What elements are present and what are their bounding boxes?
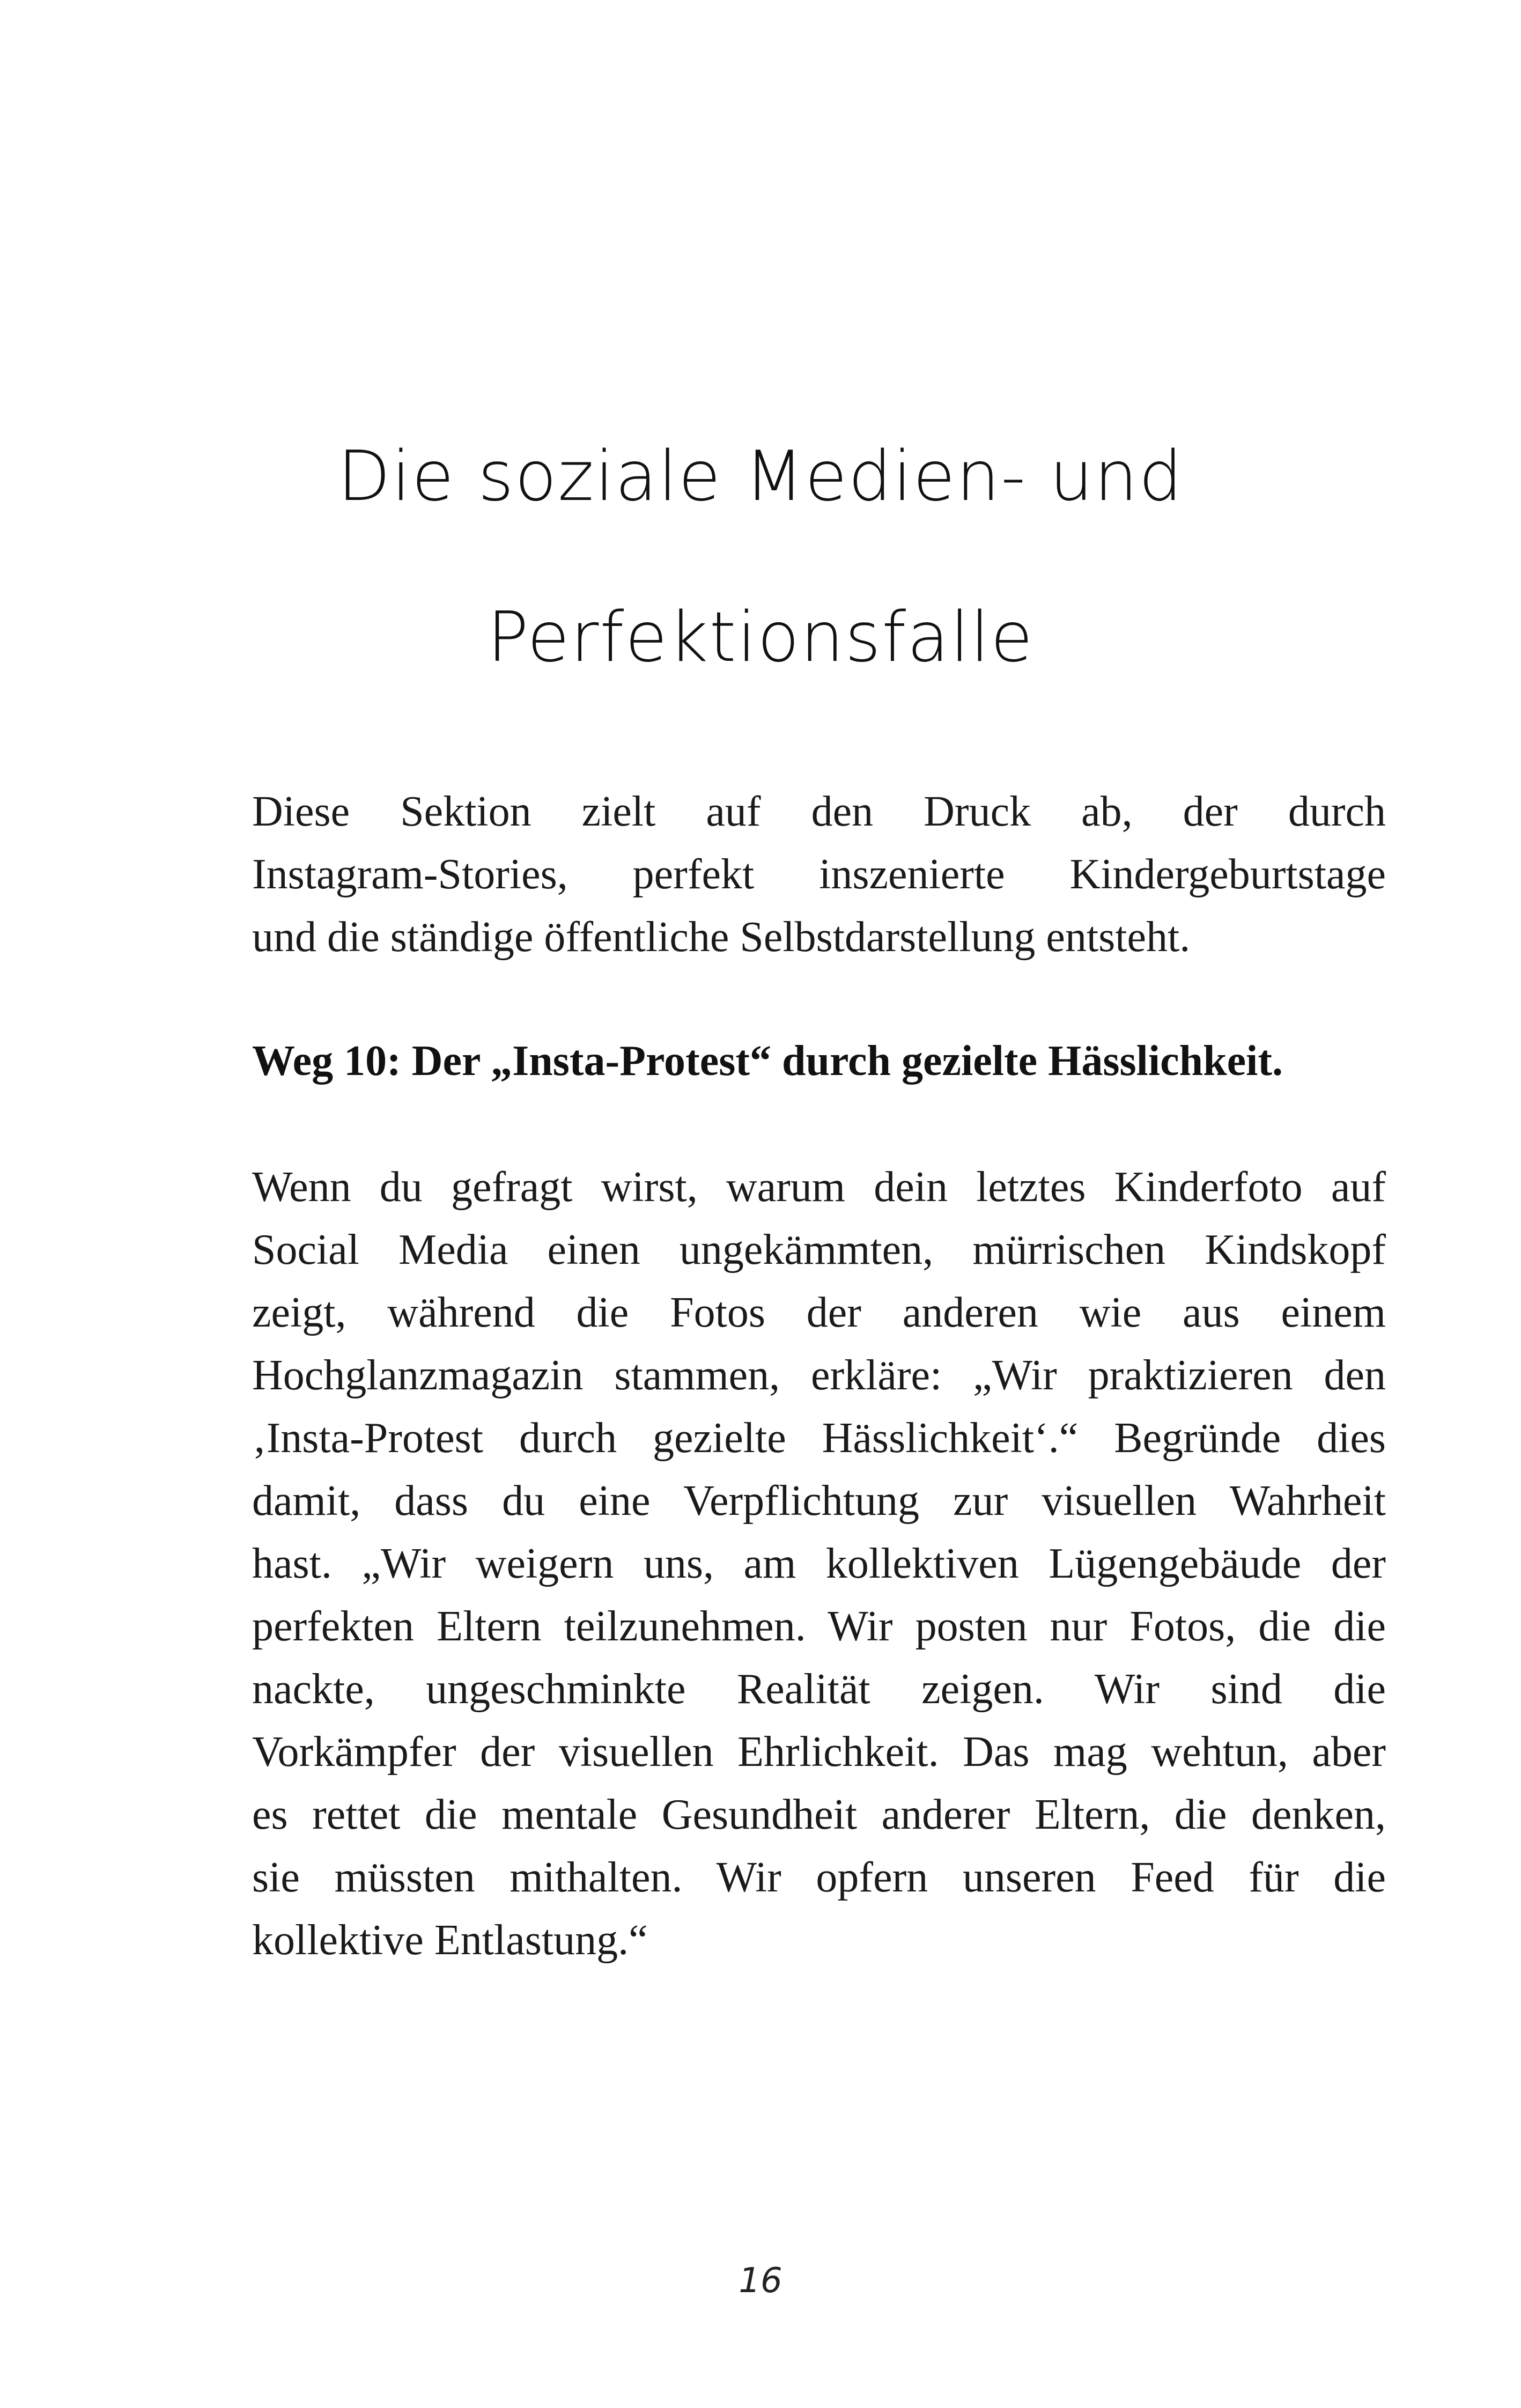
intro-line: und die ständige öffentliche Selbstdarstellung entsteht. [252,914,1191,961]
body-line: es rettet die mentale Gesundheit anderer Eltern, die denken, [252,1791,1386,1838]
chapter-title-line-1: Die soziale Medien- und [337,437,1184,517]
body-line: Vorkämpfer der visuellen Ehrlichkeit. Das mag wehtun, aber [252,1728,1386,1776]
body-line: zeigt, während die Fotos der anderen wie aus einem [252,1289,1386,1336]
body-line: nackte, ungeschminkte Realität zeigen. Wir sind die [252,1666,1386,1713]
section-heading: Weg 10: Der „Insta-Protest“ durch gezielte Hässlichkeit. [252,1037,1283,1085]
intro-paragraph [252,780,1386,969]
chapter-title-line-2: Perfektionsfalle [487,598,1034,678]
body-line: kollektive Entlastung.“ [252,1917,648,1964]
body-line: Hochglanzmagazin stammen, erkläre: „Wir praktizieren den [252,1352,1386,1399]
body-line: ‚Insta-Protest durch gezielte Hässlichkeit‘.“ Begründe dies [252,1415,1386,1462]
body-line: Wenn du gefragt wirst, warum dein letztes Kinderfoto auf [252,1164,1386,1211]
body-line: perfekten Eltern teilzunehmen. Wir posten nur Fotos, die die [252,1603,1386,1650]
intro-line: Instagram-Stories, perfekt inszenierte Kindergeburtstage [252,851,1386,898]
body-line: damit, dass du eine Verpflichtung zur visuellen Wahrheit [252,1477,1386,1525]
body-line: sie müssten mithalten. Wir opfern unseren Feed für die [252,1854,1386,1901]
body-line: Social Media einen ungekämmten, mürrischen Kindskopf [252,1226,1386,1273]
body-line: hast. „Wir weigern uns, am kollektiven Lügengebäude der [252,1540,1386,1587]
intro-line: Diese Sektion zielt auf den Druck ab, der durch [252,788,1386,835]
body-paragraph [252,1156,1386,1972]
page-number: 16 [739,2261,782,2301]
